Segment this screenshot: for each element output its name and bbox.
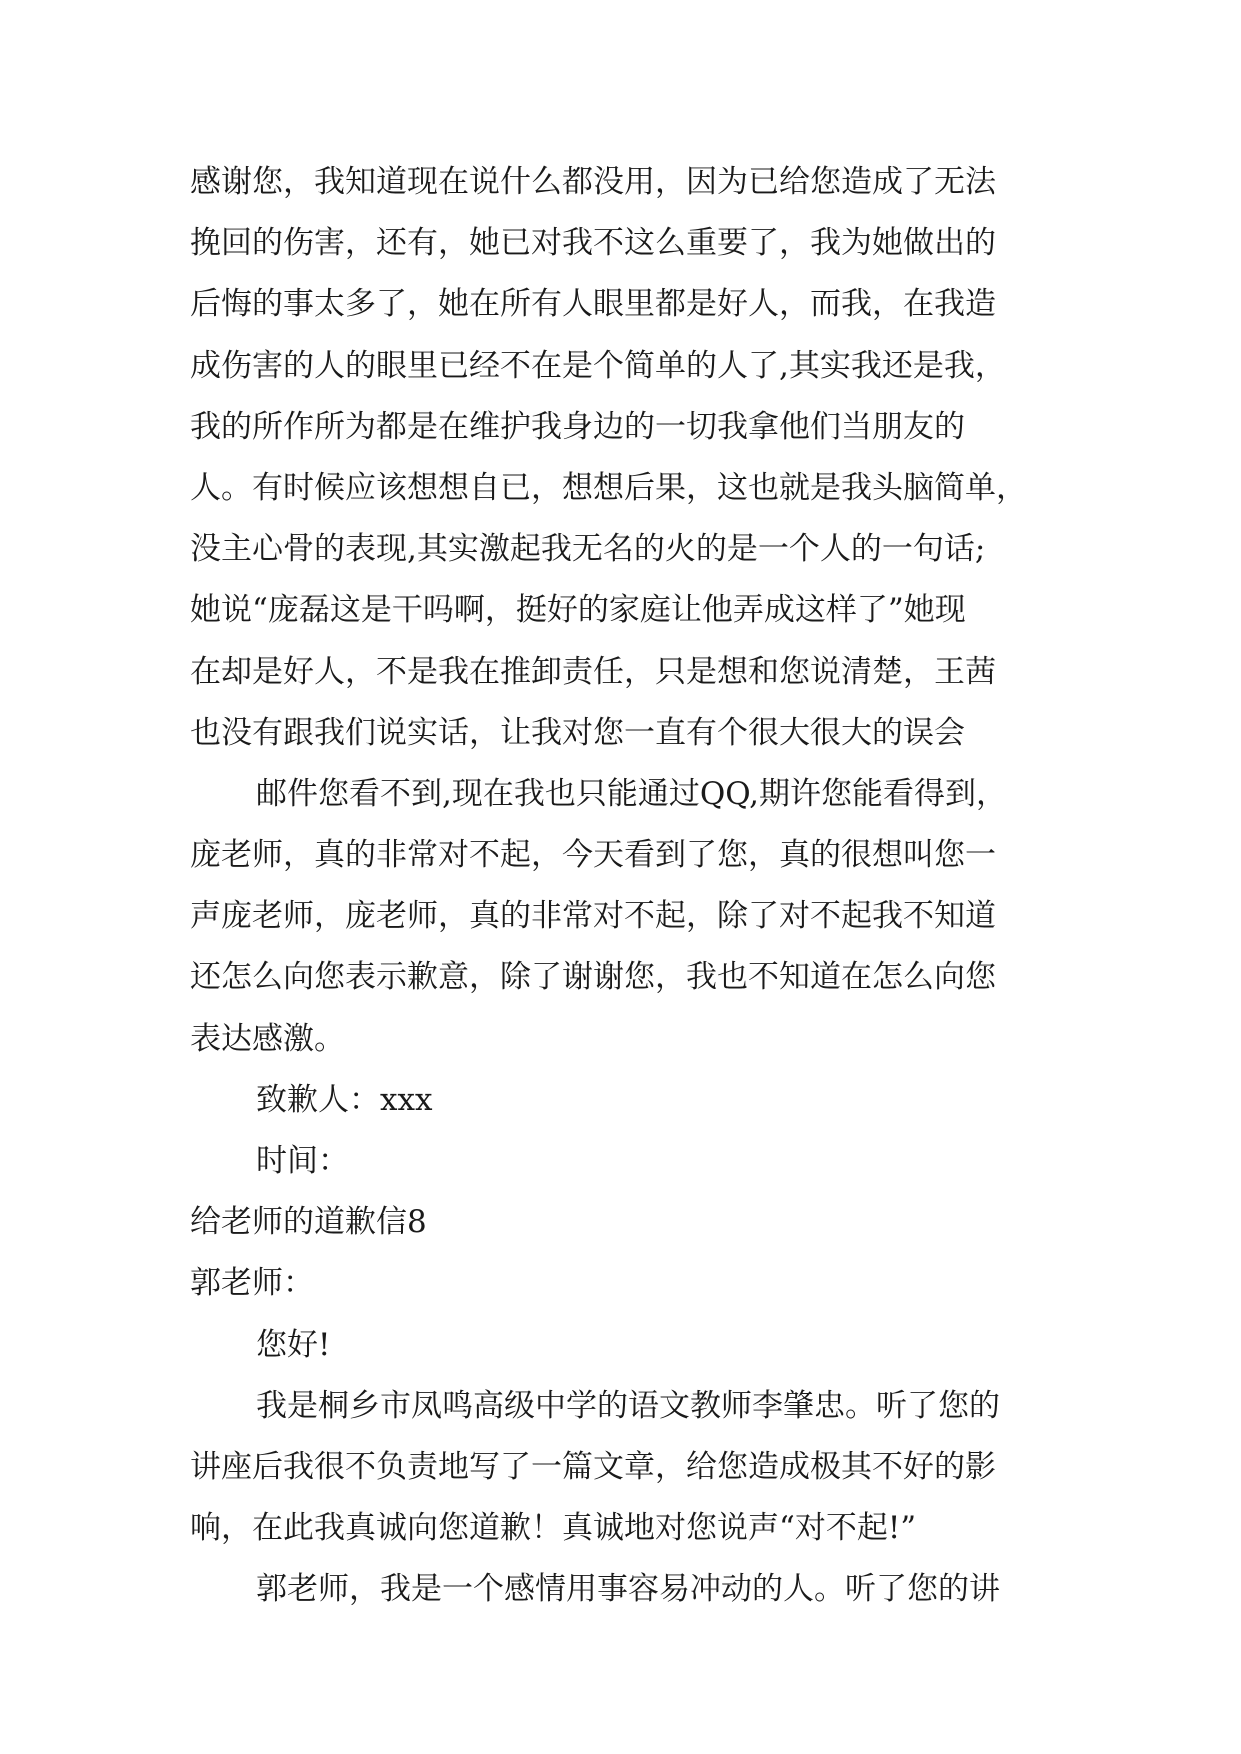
date-line: 时间： [256, 1143, 349, 1179]
text-line: 也没有跟我们说实话，让我对您一直有个很大很大的误会 [190, 714, 965, 751]
document-body [190, 152, 1060, 1621]
text-line: 成伤害的人的眼里已经不在是个简单的人了,其实我还是我， [190, 347, 1006, 384]
section-heading: 给老师的道歉信8 [190, 1204, 427, 1241]
text-line: 后悔的事太多了，她在所有人眼里都是好人，而我，在我造 [190, 286, 996, 323]
paragraph-start-line: 我是桐乡市凤鸣高级中学的语文教师李肇忠。听了您的 [256, 1387, 1000, 1424]
text-line: 她说“庞磊这是干吗啊，挺好的家庭让他弄成这样了”她现 [190, 592, 966, 629]
text-line: 还怎么向您表示歉意，除了谢谢您，我也不知道在怎么向您 [190, 959, 996, 996]
salutation: 郭老师： [190, 1265, 314, 1302]
text-line: 声庞老师，庞老师，真的非常对不起，除了对不起我不知道 [190, 898, 996, 935]
text-line: 感谢您，我知道现在说什么都没用，因为已给您造成了无法 [190, 164, 996, 200]
text-line: 在却是好人，不是我在推卸责任，只是想和您说清楚，王茜 [190, 653, 996, 690]
text-line: 我的所作所为都是在维护我身边的一切我拿他们当朋友的 [190, 408, 965, 445]
paragraph-start-line: 邮件您看不到,现在我也只能通过QQ,期许您能看得到， [256, 775, 1007, 812]
greeting: 您好! [256, 1326, 331, 1363]
text-line: 响，在此我真诚向您道歉！真诚地对您说声“对不起!” [190, 1510, 917, 1547]
text-line: 挽回的伤害，还有，她已对我不这么重要了，我为她做出的 [190, 225, 996, 262]
signature-line: 致歉人：xxx [256, 1081, 433, 1118]
paragraph-start-line: 郭老师，我是一个感情用事容易冲动的人。听了您的讲 [256, 1571, 1000, 1608]
text-line: 讲座后我很不负责地写了一篇文章，给您造成极其不好的影 [190, 1448, 996, 1485]
text-line: 表达感激。 [190, 1020, 345, 1057]
text-line: 庞老师，真的非常对不起，今天看到了您，真的很想叫您一 [190, 837, 996, 874]
text-line: 人。有时候应该想想自已，想想后果，这也就是我头脑简单， [190, 469, 1027, 506]
text-line: 没主心骨的表现,其实激起我无名的火的是一个人的一句话; [190, 531, 986, 568]
